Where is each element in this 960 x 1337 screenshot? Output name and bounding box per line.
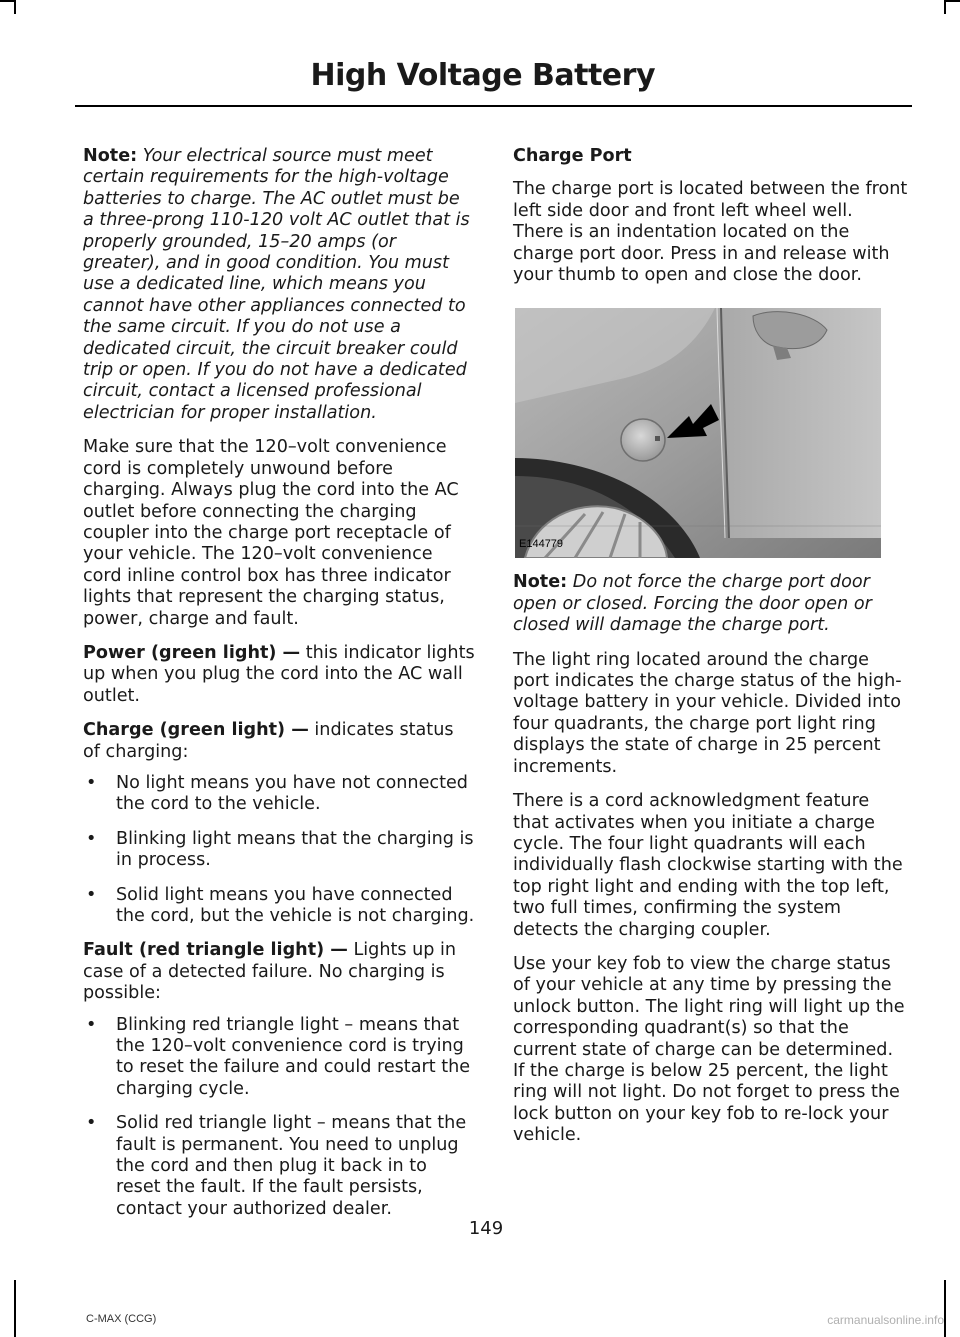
page-number: 149: [468, 1218, 504, 1239]
power-label: Power (green light) —: [83, 642, 301, 663]
left-column: [83, 146, 475, 1233]
charge-bullet-list: [83, 773, 475, 927]
crop-mark: [0, 0, 14, 2]
fault-paragraph: [83, 940, 475, 1004]
power-text: this indicator lights up when you plug the cord into the AC wall outlet.: [83, 642, 475, 706]
list-item: • No light means you have not connected the cord to the vehicle.: [83, 773, 475, 816]
charge-paragraph: [83, 720, 475, 763]
crop-mark: [944, 1280, 946, 1337]
crop-mark: [946, 0, 960, 2]
note-paragraph: [83, 146, 475, 424]
list-item: • Solid red triangle light – means that the fault is permanent. You need to unplug the cord and then plug it back in to reset the fault. If the fault persists, contact your authorized dealer.: [83, 1113, 475, 1220]
charge-port-intro: The charge port is located between the front left side door and front left wheel well. There is an indentation located on the charge port door. Press in and release with your thumb to open and close the door.: [513, 179, 908, 286]
list-item: • Blinking red triangle light – means that the 120–volt convenience cord is trying to reset the failure and could restart the charging cycle.: [83, 1015, 475, 1101]
header-divider: [75, 105, 912, 107]
page-title: High Voltage Battery: [310, 58, 655, 93]
section-title: Charge Port: [513, 146, 632, 166]
light-ring-paragraph: The light ring located around the charge port indicates the charge status of the high-voltage battery in your vehicle. Divided into four quadrants, the charge port light ring displays the state of charge in 25 percent increments.: [513, 649, 902, 777]
watermark: carmanualsonline.info: [827, 1313, 944, 1327]
note-text: Your electrical source must meet certain requirements for the high-voltage batteries to charge. The AC outlet must be a three-prong 110-120 volt AC outlet that is properly grounded, 15–20 amps (or greater), and in good condition. You must use a dedicated line, which means you cannot have other appliances connected to the same circuit. If you do not use a dedicated circuit, the circuit breaker could trip or open. If you do not have a dedicated circuit, contact a licensed professional electrician for proper installation.: [83, 146, 470, 423]
note-label: Note:: [83, 146, 138, 166]
crop-mark: [14, 1280, 16, 1337]
figure-label: E144779: [519, 538, 564, 551]
fault-text: Lights up in case of a detected failure. No charging is possible:: [83, 940, 457, 1004]
car-side-illustration: [515, 308, 881, 558]
key-fob-paragraph: Use your key fob to view the charge status of your vehicle at any time by pressing the unlock button. The light ring will light up the corresponding quadrant(s) so that the current state of charge can be determined. If the charge is below 25 percent, the light ring will not light. Do not forget to press the lock button on your key fob to re-lock your vehicle.: [513, 953, 905, 1146]
charge-text: indicates status of charging:: [83, 720, 454, 762]
note-label: Note:: [513, 572, 568, 593]
charge-label: Charge (green light) —: [83, 720, 309, 741]
right-column: [513, 146, 908, 1160]
charge-port-figure: [515, 308, 881, 558]
cord-paragraph: Make sure that the 120–volt convenience cord is completely unwound before charging. Always plug the cord into the AC outlet before connecting the charging coupler into the charge port receptacle of your vehicle. The 120–volt convenience cord inline control box has three indicator lights that represent the charging status, power, charge and fault.: [83, 437, 459, 629]
list-item: • Blinking light means that the charging is in process.: [83, 829, 475, 872]
note-paragraph: [513, 572, 908, 636]
crop-mark: [14, 0, 16, 14]
crop-mark: [944, 0, 946, 14]
footer-model: C-MAX (CCG): [86, 1313, 157, 1325]
note-text: Do not force the charge port door open or closed. Forcing the door open or closed will damage the charge port.: [513, 572, 872, 636]
fault-label: Fault (red triangle light) —: [83, 940, 348, 961]
list-item: • Solid light means you have connected the cord, but the vehicle is not charging.: [83, 885, 475, 928]
cord-acknowledgment-paragraph: There is a cord acknowledgment feature that activates when you initiate a charge cycle. The four light quadrants will each individually flash clockwise starting with the top right light and ending with the top left, two full times, confirming the system detects the charging coupler.: [513, 791, 903, 940]
power-paragraph: [83, 643, 475, 707]
fault-bullet-list: [83, 1015, 475, 1221]
